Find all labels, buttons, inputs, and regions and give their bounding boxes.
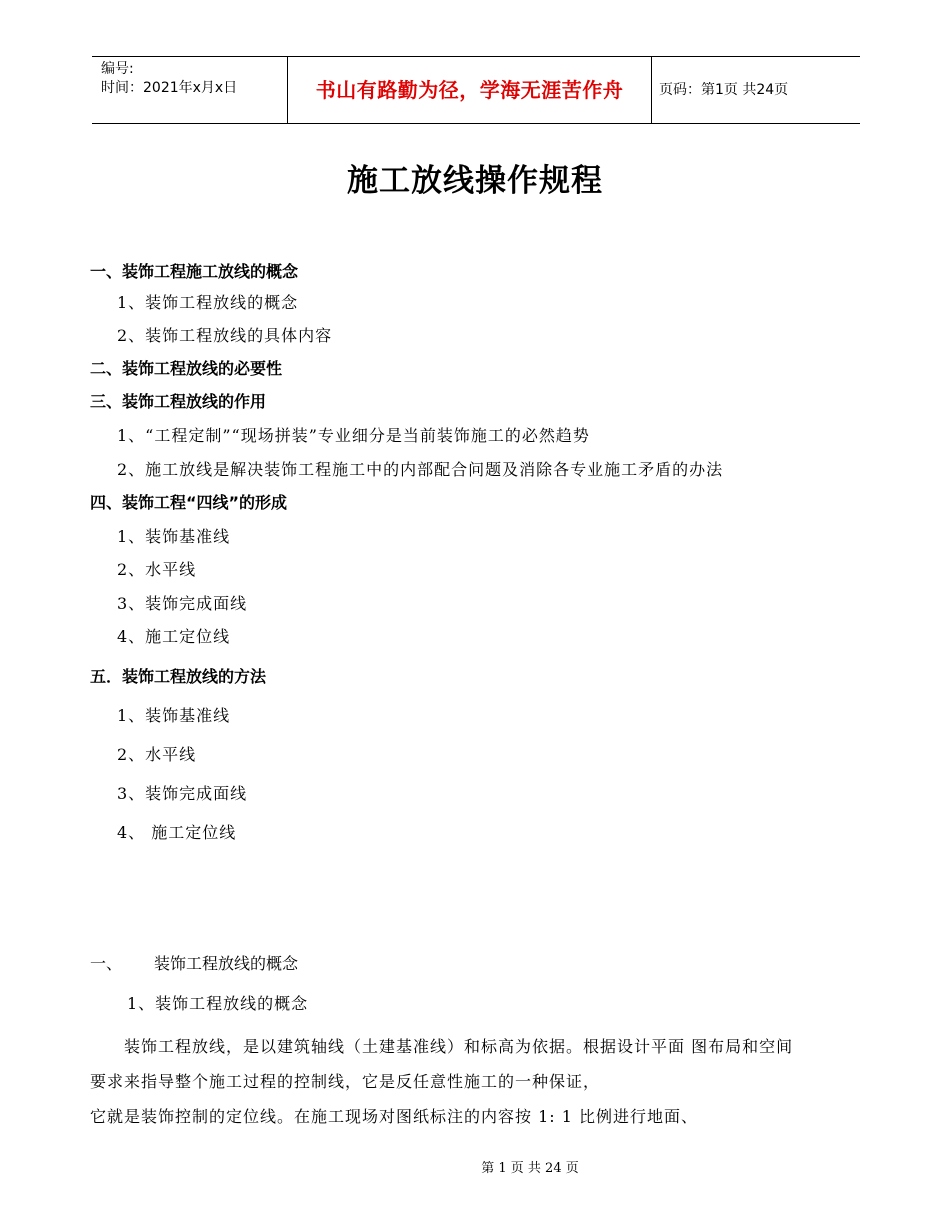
page-number-label: 页码：第1页 共24页 — [659, 82, 789, 98]
toc-heading-5: 五．装饰工程放线的方法 — [90, 667, 267, 686]
page-footer: 第 1 页 共 24 页 — [481, 1161, 579, 1176]
document-header — [92, 56, 860, 124]
section-title: 装饰工程放线的概念 — [154, 954, 299, 973]
motto-text: 书山有路勤为径，学海无涯苦作舟 — [287, 57, 652, 123]
header-info-cell — [92, 57, 287, 123]
toc-item-5-1: 1、装饰基准线 — [117, 706, 231, 725]
subsection-title: 1、装饰工程放线的概念 — [127, 994, 309, 1013]
toc-item-4-2: 2、水平线 — [117, 560, 197, 579]
body-paragraph-line-1: 装饰工程放线，是以建筑轴线（土建基准线）和标高为依据。根据设计平面 图布局和空间 — [124, 1037, 794, 1056]
toc-heading-1: 一、装饰工程施工放线的概念 — [90, 262, 299, 281]
toc-item-5-4: 4、 施工定位线 — [117, 823, 237, 842]
toc-item-3-2: 2、施工放线是解决装饰工程施工中的内部配合问题及消除各专业施工矛盾的办法 — [117, 460, 724, 479]
page-title: 施工放线操作规程 — [347, 163, 603, 199]
body-paragraph-line-3: 它就是装饰控制的定位线。在施工现场对图纸标注的内容按 1: 1 比例进行地面、 — [90, 1107, 699, 1126]
toc-heading-3: 三、装饰工程放线的作用 — [90, 392, 267, 411]
toc-heading-4: 四、装饰工程“四线”的形成 — [90, 493, 288, 512]
toc-item-1-1: 1、装饰工程放线的概念 — [117, 293, 299, 312]
toc-item-4-3: 3、装饰完成面线 — [117, 594, 248, 613]
toc-item-1-2: 2、装饰工程放线的具体内容 — [117, 326, 333, 345]
body-paragraph-line-2: 要求来指导整个施工过程的控制线，它是反任意性施工的一种保证， — [90, 1072, 601, 1091]
time-label: 时间：2021年x月x日 — [101, 80, 238, 96]
toc-item-4-1: 1、装饰基准线 — [117, 527, 231, 546]
toc-item-5-3: 3、装饰完成面线 — [117, 784, 248, 803]
toc-item-4-4: 4、施工定位线 — [117, 627, 231, 646]
number-label: 编号: — [101, 61, 134, 77]
toc-heading-2: 二、装饰工程放线的必要性 — [90, 359, 283, 378]
toc-item-3-1: 1、“工程定制”“现场拼装”专业细分是当前装饰施工的必然趋势 — [117, 426, 590, 445]
toc-item-5-2: 2、水平线 — [117, 745, 197, 764]
section-number: 一、 — [90, 954, 123, 973]
